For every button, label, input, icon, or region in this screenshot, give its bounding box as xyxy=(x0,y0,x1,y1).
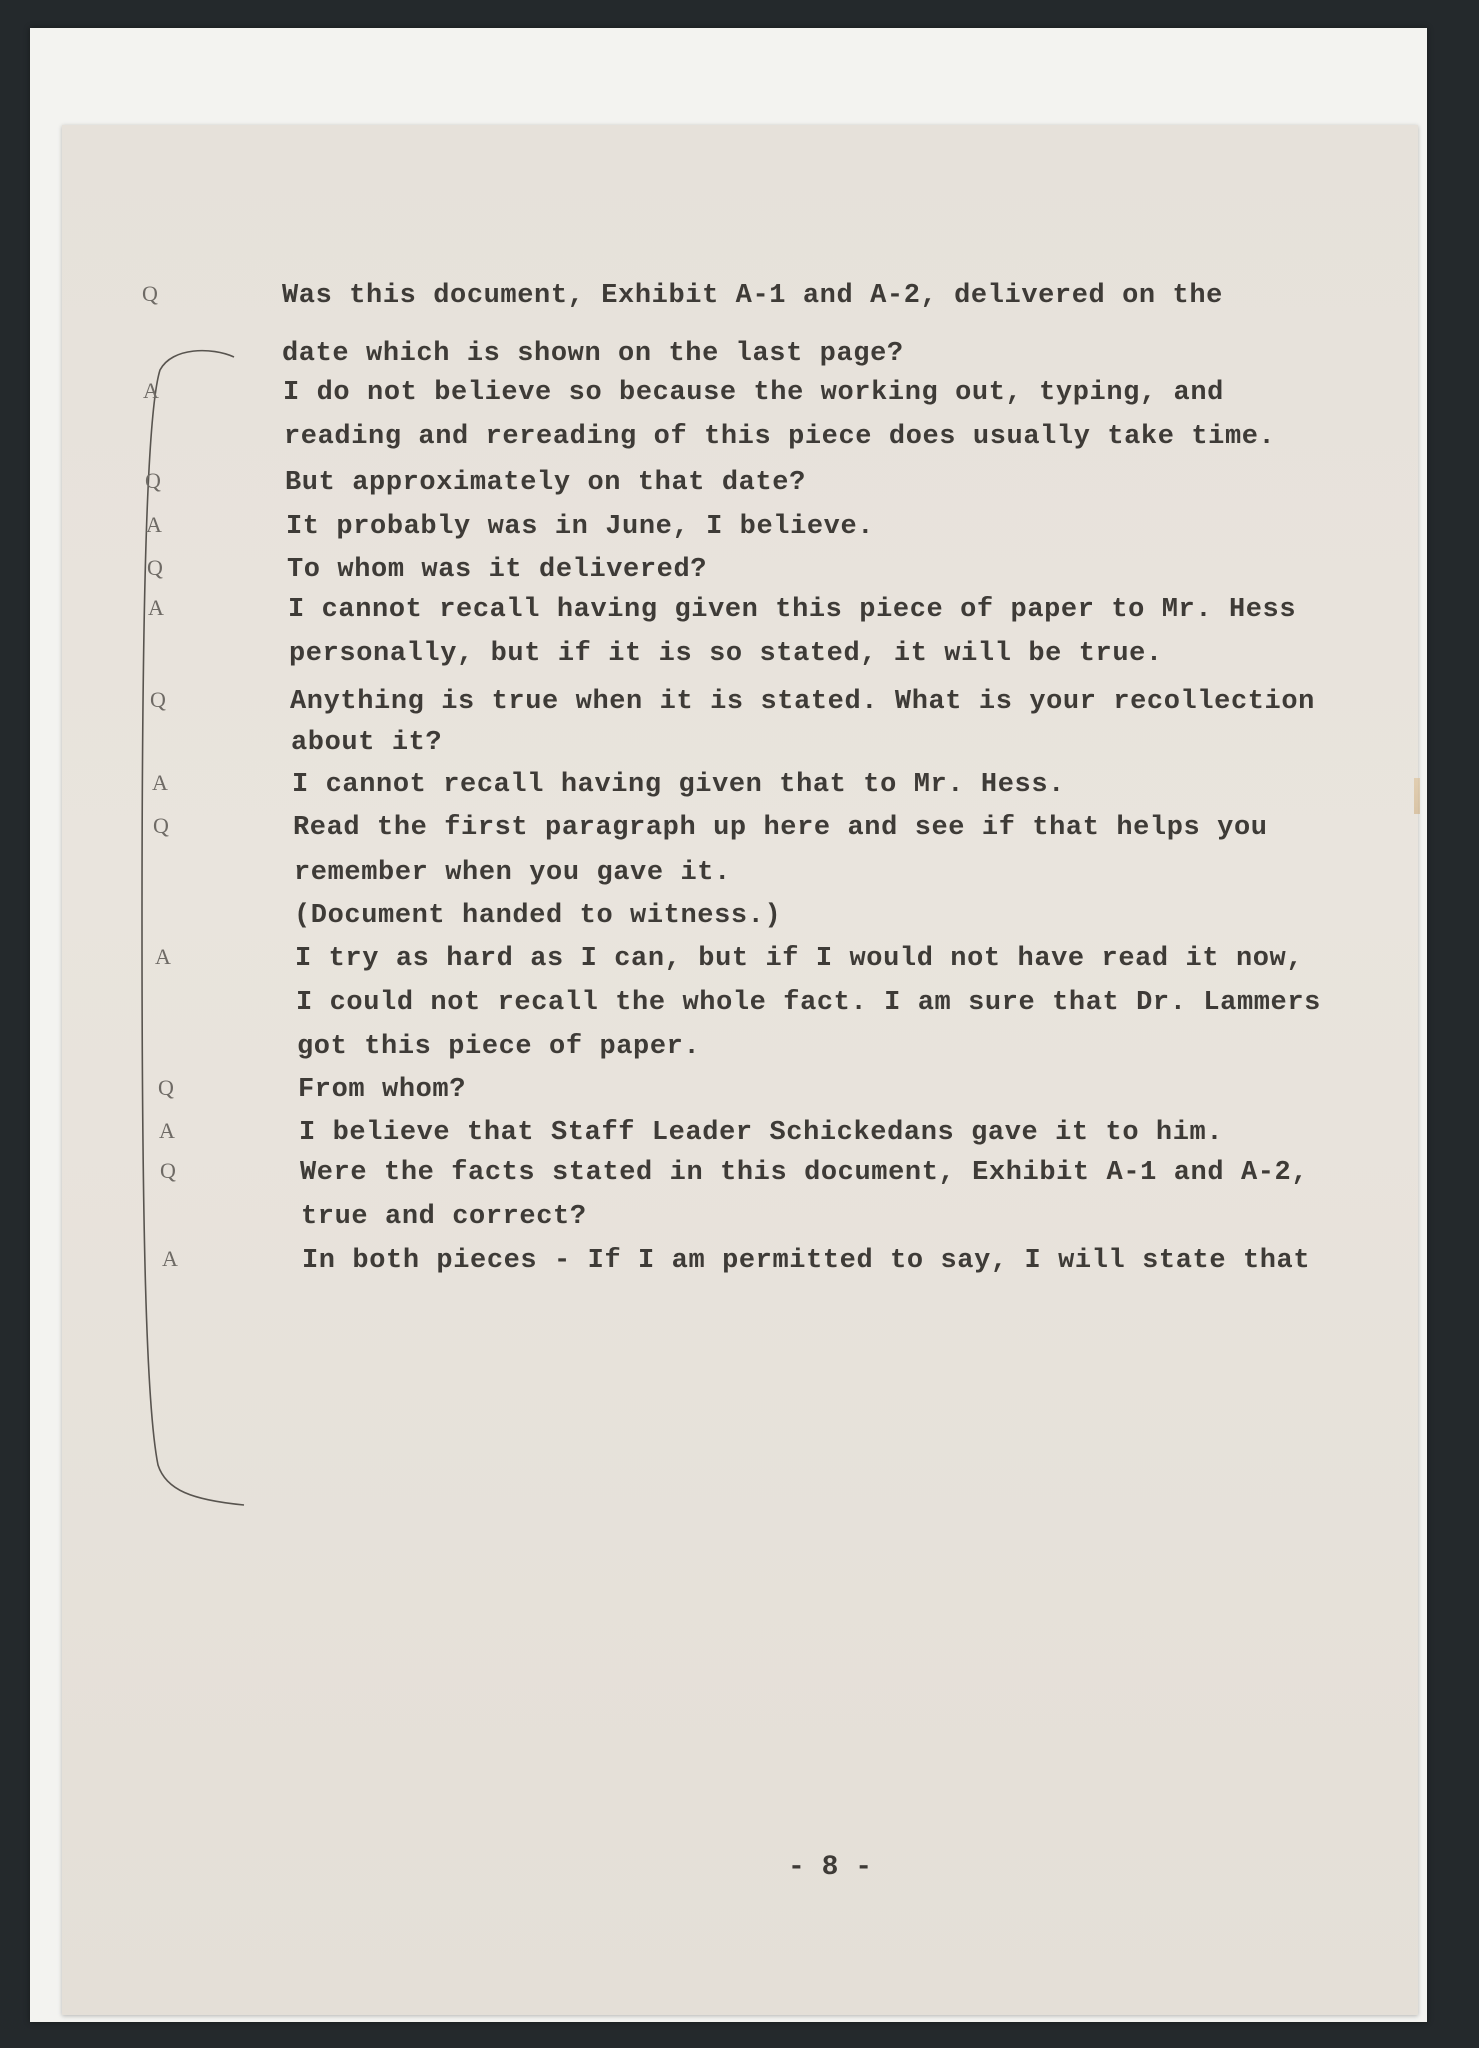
line-text: From whom? xyxy=(298,1075,467,1105)
line-text: personally, but if it is so stated, it will be true. xyxy=(289,639,1163,669)
speaker-marker: Q xyxy=(160,1158,177,1183)
line-text: true and correct? xyxy=(301,1202,587,1232)
line-text: I cannot recall having given this piece of paper to Mr. Hess xyxy=(288,595,1297,625)
speaker-marker: Q xyxy=(142,281,159,306)
line-text: In both pieces - If I am permitted to say, I will state that xyxy=(302,1246,1311,1276)
line-text: It probably was in June, I believe. xyxy=(286,512,875,542)
speaker-marker: Q xyxy=(145,468,162,493)
line-text: about it? xyxy=(291,728,443,758)
speaker-marker: A xyxy=(146,512,163,537)
document-page xyxy=(62,125,1418,2015)
speaker-marker: Q xyxy=(153,813,170,838)
speaker-marker: A xyxy=(159,1118,176,1143)
line-text: I try as hard as I can, but if I would not have read it now, xyxy=(295,944,1304,974)
paper-stain xyxy=(1414,778,1420,814)
line-text: Read the first paragraph up here and see if that helps you xyxy=(293,813,1268,843)
line-text: remember when you gave it. xyxy=(294,858,731,888)
speaker-marker: A xyxy=(152,770,169,795)
line-text: To whom was it delivered? xyxy=(287,555,708,585)
speaker-marker: A xyxy=(155,944,172,969)
line-text: date which is shown on the last page? xyxy=(282,339,904,369)
line-text: Were the facts stated in this document, Exhibit A-1 and A-2, xyxy=(300,1158,1309,1188)
speaker-marker: A xyxy=(162,1246,179,1271)
line-text: reading and rereading of this piece does usually take time. xyxy=(284,422,1276,452)
line-text: I could not recall the whole fact. I am sure that Dr. Lammers xyxy=(296,988,1321,1018)
speaker-marker: Q xyxy=(147,555,164,580)
line-text: I believe that Staff Leader Schickedans gave it to him. xyxy=(299,1118,1224,1148)
line-text: Was this document, Exhibit A-1 and A-2, delivered on the xyxy=(282,281,1223,311)
speaker-marker: A xyxy=(143,378,160,403)
page-number: - 8 - xyxy=(788,1852,873,1883)
margin-bracket-mark xyxy=(62,125,262,1665)
line-text: got this piece of paper. xyxy=(297,1032,701,1062)
line-text: But approximately on that date? xyxy=(285,468,806,498)
line-text: (Document handed to witness.) xyxy=(294,901,782,931)
line-text: I do not believe so because the working out, typing, and xyxy=(283,378,1224,408)
speaker-marker: Q xyxy=(158,1075,175,1100)
line-text: Anything is true when it is stated. What is your recollection xyxy=(290,687,1315,717)
speaker-marker: Q xyxy=(150,687,167,712)
speaker-marker: A xyxy=(148,595,165,620)
line-text: I cannot recall having given that to Mr. Hess. xyxy=(292,770,1065,800)
